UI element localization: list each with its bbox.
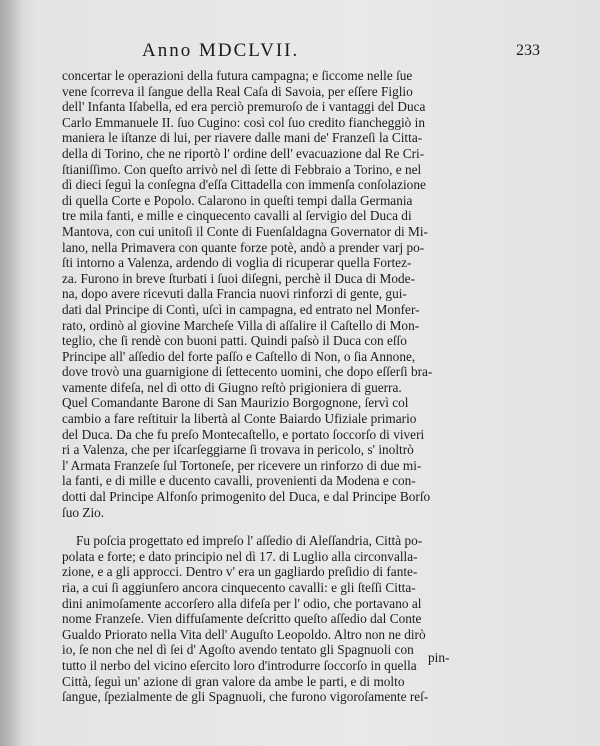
text-line: nome Franzeſe. Vien diffuſamente deſcritto queſto aſſedio dal Conte [62, 611, 422, 627]
text-line: concertar le operazioni della futura campagna; e ſiccome nelle ſue [62, 68, 413, 83]
text-line: Fu poſcia progettato ed impreſo l' aſſedio di Aleſſandria, Città po- [76, 533, 423, 549]
text-line: l' Armata Franzeſe ſul Tortoneſe, per ricevere un rinforzo di due mi- [62, 457, 422, 473]
text-line: Principe all' aſſedio del forte paſſo e Caſtello di Non, o ſia Annone, [62, 348, 416, 364]
text-line: vene ſcorreva il ſangue della Real Caſa di Savoia, per eſſere Figlio [62, 83, 413, 99]
text-line: Carlo Emmanuele II. ſuo Cugino: così col ſuo credito fiancheggiò in [62, 114, 425, 130]
text-line: tutto il nerbo del vicino eſercito loro d'introdurre ſoccorſo in quella [62, 657, 417, 673]
text-line: tre mila fanti, e mille e cinquecento cavalli al ſervigio del Duca di [62, 208, 412, 224]
text-line: ri a Valenza, che per iſcarſeggiarne ſi trovava in pericolo, s' inoltrò [62, 442, 414, 458]
text-line: Città, ſeguì un' azione di gran valore da ambe le parti, e di molto [62, 673, 405, 689]
text-line: na, dopo avere ricevuti dalla Francia nuovi rinforzi di gente, gui- [62, 286, 407, 302]
text-line: cambio a fare reſtituir la libertà al Conte Baiardo Ufiziale primario [62, 411, 417, 427]
page-header [60, 40, 540, 66]
page-number: 233 [516, 42, 540, 59]
text-line: dati dal Principe di Contì, uſcì in campagna, ed entrato nel Monfer- [62, 301, 420, 317]
text-line: lano, nella Primavera con quante forze potè, andò a prender varj po- [62, 239, 425, 255]
text-line: dove trovò una guarnigione di ſettecento uomini, che dopo eſſerſi bra- [62, 364, 433, 380]
text-line: Quel Comandante Barone di San Maurizio Borgognone, ſervì col [62, 395, 409, 411]
text-line: ſtianiſſimo. Con queſto arrivò nel dì ſette di Febbraio a Torino, e nel [62, 161, 422, 177]
text-line: di quella Corte e Popolo. Calarono in queſti tempi dalla Germania [62, 192, 413, 208]
text-line: dell' Infanta Iſabella, ed era perciò premuroſo de i vantaggi del Duca [62, 99, 426, 115]
text-line: ſti intorno a Valenza, ardendo di voglia di ricuperar quella Fortez- [62, 255, 412, 271]
text-line: Mantova, con cui unitoſi il Conte di Fuenſaldagna Governator di Mi- [62, 223, 428, 239]
text-line: rato, ordinò al giovine Marcheſe Villa di aſſalire il Caſtello di Mon- [62, 317, 420, 333]
text-line: zione, e a gli approcci. Dentro v' era un gagliardo preſidio di fante- [62, 564, 418, 580]
text-line: dì dieci ſeguì la conſegna d'eſſa Cittadella con immenſa conſolazione [62, 177, 426, 193]
text-line: dini animoſamente accorſero alla difeſa per l' odio, che portavano al [62, 595, 422, 611]
text-line: vamente difeſa, nel dì otto di Giugno reſtò prigioniera di guerra. [62, 379, 402, 395]
running-title: Anno MDCLVII. [142, 40, 300, 61]
body-text [62, 68, 462, 705]
text-line: teglio, che ſi rendè con buoni patti. Quindi paſsò il Duca con eſſo [62, 333, 407, 349]
text-line: ria, a cui ſi aggiunſero ancora cinquecento cavalli: e gli ſteſſi Citta- [62, 580, 416, 595]
text-line: polata e forte; e dato principio nel dì 17. di Luglio alla circonvalla- [62, 548, 418, 564]
text-line: la fanti, e di mille e ducento cavalli, provenienti da Modena e con- [62, 473, 416, 489]
text-line: della di Torino, che ne riportò l' ordine dell' evacuazione dal Re Cri- [62, 145, 425, 161]
text-line: Gualdo Priorato nella Vita dell' Auguſto Leopoldo. Altro non ne dirò [62, 626, 426, 642]
text-line: ſangue, ſpezialmente de gli Spagnuoli, che furono vigoroſamente reſ- [62, 689, 429, 705]
text-line: del Duca. Da che fu preſo Montecaſtello, e portato ſoccorſo di viveri [62, 426, 425, 442]
gutter-shadow [0, 0, 22, 746]
text-line: io, ſe non che nel dì ſei d' Agoſto avendo tentato gli Spagnuoli con [62, 642, 414, 658]
paragraph-gap [62, 520, 462, 533]
text-line: za. Furono in breve ſturbati i ſuoi diſegni, perchè il Duca di Mode- [62, 270, 416, 286]
text-line: ſuo Zio. [62, 504, 105, 520]
text-line: maniera le iſtanze di lui, per riavere dalle mani de' Franzeſi la Citta- [62, 130, 423, 146]
catchword: pin- [428, 650, 450, 665]
text-line: dotti dal Principe Alfonſo primogenito del Duca, e dal Principe Borſo [62, 489, 431, 505]
